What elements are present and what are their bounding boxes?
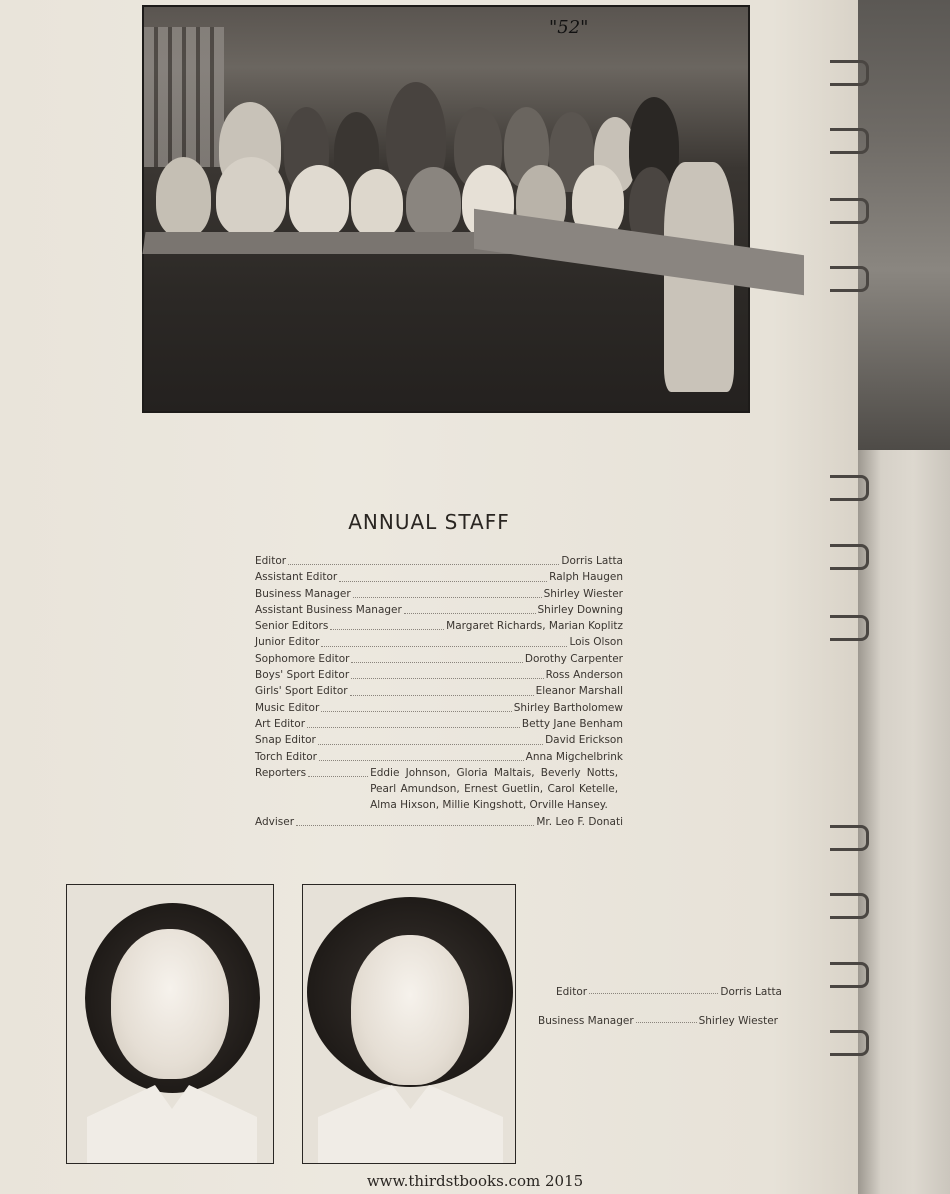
leader-dots xyxy=(351,662,522,663)
staff-role: Business Manager xyxy=(255,587,351,600)
caption-row xyxy=(538,986,782,998)
staff-row xyxy=(255,569,623,585)
staff-role: Assistant Editor xyxy=(255,571,338,584)
leader-dots xyxy=(318,744,543,745)
group-photo xyxy=(142,5,750,413)
caption-role: Business Manager xyxy=(538,1015,634,1027)
staff-role: Editor xyxy=(255,555,287,567)
staff-row xyxy=(255,618,623,634)
staff-role: Reporters xyxy=(255,766,307,779)
staff-role: Girls' Sport Editor xyxy=(255,685,348,698)
watermark: www.thirdstbooks.com 2015 xyxy=(366,1172,584,1190)
binder-ring xyxy=(830,198,869,224)
staff-row xyxy=(255,814,623,830)
staff-name: Mr. Leo F. Donati xyxy=(536,815,623,828)
staff-name: Dorris Latta xyxy=(561,555,623,567)
adjacent-page-edge xyxy=(858,0,950,1194)
staff-name: Eleanor Marshall xyxy=(535,685,623,698)
staff-name: Ross Anderson xyxy=(545,669,623,682)
leader-dots xyxy=(404,613,536,614)
staff-name: Anna Migchelbrink xyxy=(525,750,623,763)
leader-dots xyxy=(636,1022,697,1023)
leader-dots xyxy=(330,629,444,630)
binder-ring xyxy=(830,544,869,570)
staff-row xyxy=(255,732,623,748)
staff-row xyxy=(255,651,623,667)
staff-row xyxy=(255,683,623,699)
caption-role: Editor xyxy=(556,986,588,998)
staff-list xyxy=(255,553,623,830)
staff-row xyxy=(255,765,623,814)
leader-dots xyxy=(288,564,559,565)
staff-role: Torch Editor xyxy=(255,750,317,763)
staff-row xyxy=(255,749,623,765)
binder-ring xyxy=(830,893,869,919)
staff-name: Lois Olson xyxy=(569,636,623,649)
staff-name: Shirley Wiester xyxy=(543,587,623,600)
leader-dots xyxy=(350,695,534,696)
binder-ring xyxy=(830,475,869,501)
binder-ring xyxy=(830,128,869,154)
staff-role: Junior Editor xyxy=(255,636,320,649)
leader-dots xyxy=(296,825,534,826)
binder-ring xyxy=(830,1030,869,1056)
staff-name: Eddie Johnson, Gloria Maltais, Beverly Notts, Pearl Amundson, Ernest Guetlin, Carol Ketelle, Alma Hixson, Millie Kingshott, Orville Hansey. xyxy=(370,766,619,812)
portrait-editor xyxy=(66,884,274,1164)
binder-ring xyxy=(830,266,869,292)
portrait-face xyxy=(111,929,229,1079)
leader-dots xyxy=(321,711,511,712)
portrait-collar xyxy=(87,1085,257,1164)
photo-person xyxy=(216,157,286,237)
staff-role: Music Editor xyxy=(255,701,320,714)
portrait-business-manager xyxy=(302,884,516,1164)
leader-dots xyxy=(339,581,547,582)
adjacent-photo-edge xyxy=(858,0,950,450)
portrait-caption xyxy=(538,986,782,998)
caption-name: Shirley Wiester xyxy=(698,1015,778,1027)
portrait-face xyxy=(351,935,469,1085)
staff-role: Boys' Sport Editor xyxy=(255,669,350,682)
staff-row xyxy=(255,716,623,732)
staff-name: Shirley Downing xyxy=(537,603,623,616)
staff-name: Ralph Haugen xyxy=(549,571,623,584)
leader-dots xyxy=(353,597,542,598)
staff-role: Snap Editor xyxy=(255,734,316,747)
photo-person xyxy=(351,169,403,237)
portrait-caption xyxy=(538,1015,778,1027)
leader-dots xyxy=(308,776,368,777)
leader-dots xyxy=(319,760,524,761)
handwritten-mark: "52" xyxy=(549,17,589,38)
staff-name: Dorothy Carpenter xyxy=(524,652,623,665)
leader-dots xyxy=(351,678,544,679)
staff-row xyxy=(255,667,623,683)
staff-name: Betty Jane Benham xyxy=(521,717,623,730)
staff-role: Art Editor xyxy=(255,717,306,730)
photo-person xyxy=(156,157,211,237)
staff-role: Adviser xyxy=(255,815,295,828)
photo-person xyxy=(406,167,461,237)
staff-name: David Erickson xyxy=(545,734,623,747)
staff-role: Sophomore Editor xyxy=(255,652,350,665)
photo-windows xyxy=(144,27,224,167)
page-title: ANNUAL STAFF xyxy=(348,510,510,534)
leader-dots xyxy=(589,993,718,994)
binder-ring xyxy=(830,962,869,988)
staff-row xyxy=(255,602,623,618)
staff-role: Senior Editors xyxy=(255,620,329,633)
staff-role: Assistant Business Manager xyxy=(255,603,402,616)
staff-row xyxy=(255,634,623,650)
leader-dots xyxy=(321,646,567,647)
photo-person xyxy=(289,165,349,237)
binder-ring xyxy=(830,825,869,851)
staff-row xyxy=(255,700,623,716)
staff-row xyxy=(255,553,623,569)
adjacent-page-lower xyxy=(858,450,950,1194)
leader-dots xyxy=(307,727,520,728)
caption-name: Dorris Latta xyxy=(720,986,782,998)
portrait-collar xyxy=(318,1085,503,1164)
staff-name: Margaret Richards, Marian Koplitz xyxy=(446,620,623,633)
staff-row xyxy=(255,586,623,602)
staff-name: Shirley Bartholomew xyxy=(513,701,623,714)
binder-ring xyxy=(830,615,869,641)
caption-row xyxy=(538,1015,778,1027)
binder-ring xyxy=(830,60,869,86)
